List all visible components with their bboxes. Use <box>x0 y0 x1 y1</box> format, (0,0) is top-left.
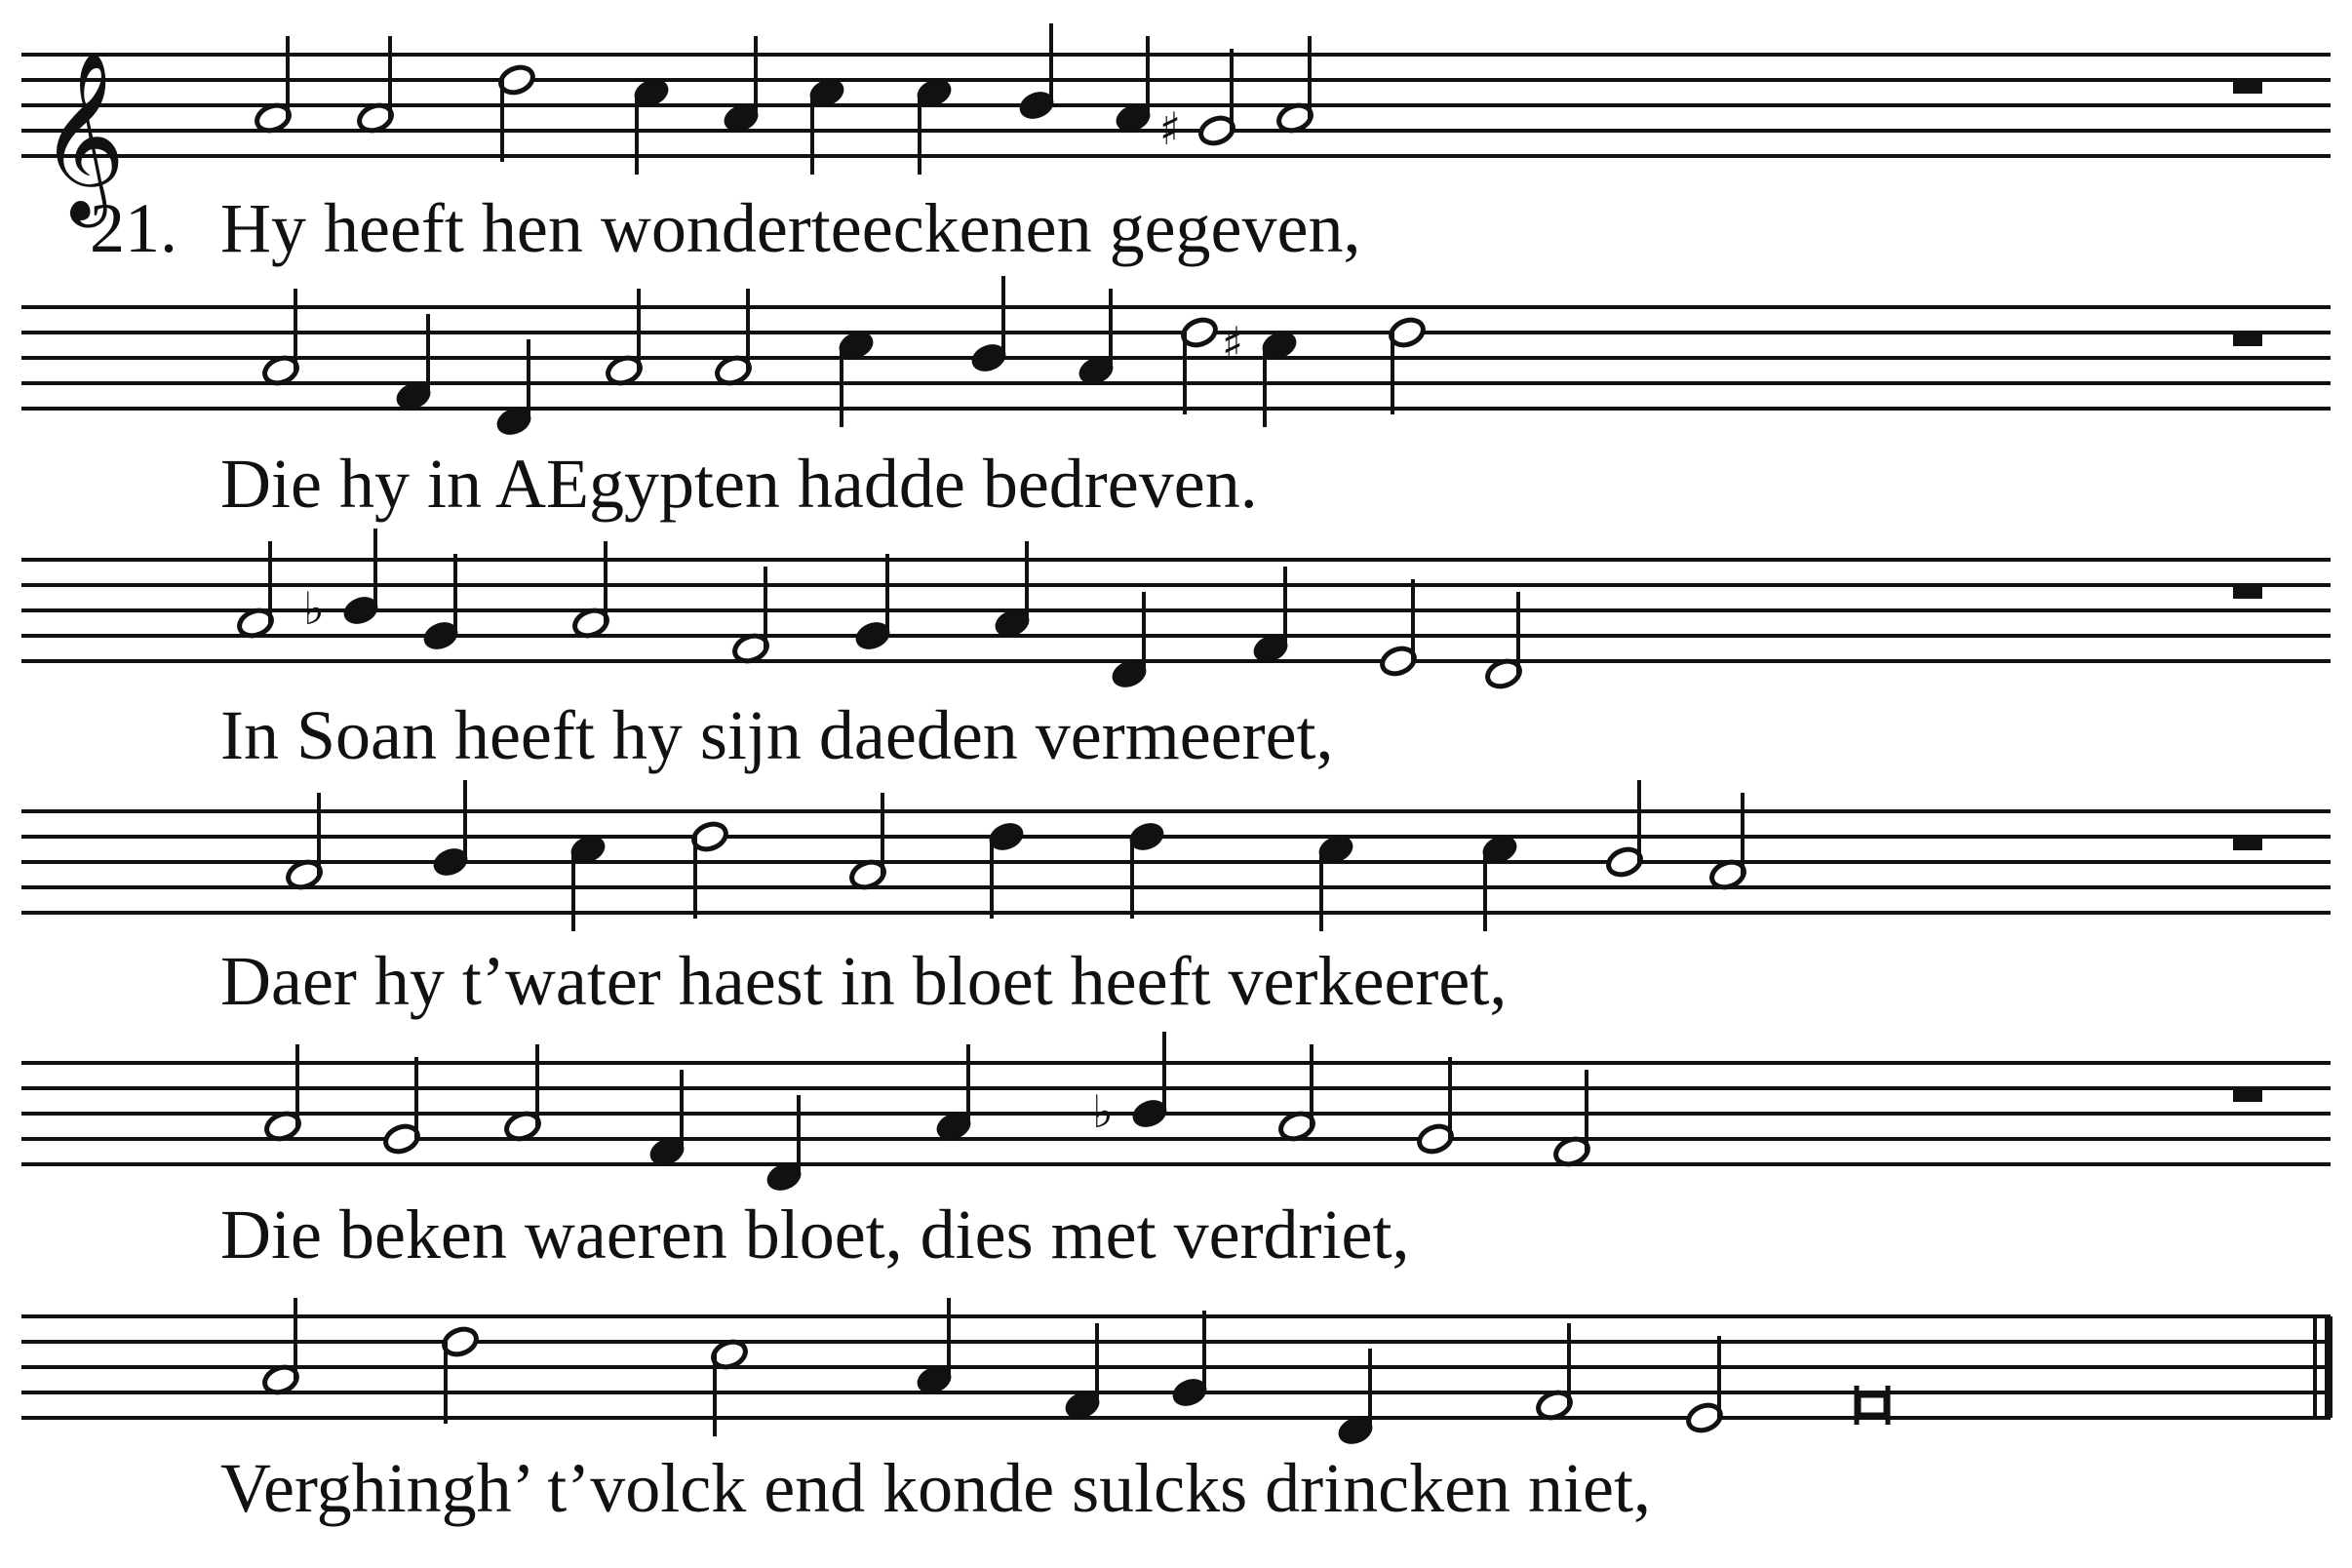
verse-number: 21. <box>90 189 177 267</box>
staff-lines <box>21 811 2331 913</box>
note <box>1480 833 1520 931</box>
half-rest-icon <box>2233 1090 2262 1102</box>
note <box>394 314 434 412</box>
note <box>1379 579 1419 678</box>
note <box>1484 592 1524 690</box>
lyric-line: Verghingh’ t’volck end konde sulcks drincken niet, <box>220 1449 1651 1527</box>
note <box>934 1044 974 1143</box>
staff-system <box>21 1032 2331 1274</box>
half-rest-icon <box>2233 82 2262 94</box>
note <box>261 1298 301 1396</box>
staff-system <box>21 1298 2331 1527</box>
note <box>1685 1336 1725 1434</box>
note <box>568 833 608 931</box>
note <box>690 820 730 919</box>
note <box>764 1095 804 1194</box>
note <box>236 541 276 640</box>
note <box>632 76 672 175</box>
note <box>969 276 1009 374</box>
note <box>710 1338 750 1436</box>
lyric-line: Die beken waeren bloet, dies met verdriet, <box>220 1196 1410 1274</box>
note <box>1092 1032 1169 1138</box>
note <box>722 36 762 135</box>
treble-clef-icon: 𝄞 <box>39 51 126 220</box>
note <box>647 1070 687 1168</box>
note <box>254 36 294 135</box>
note <box>1110 592 1150 690</box>
note <box>431 780 471 879</box>
half-rest-icon <box>2233 334 2262 346</box>
note <box>807 76 847 175</box>
staff-system <box>21 529 2331 774</box>
note <box>1077 289 1117 387</box>
note <box>1416 1057 1456 1156</box>
note <box>1170 1311 1210 1409</box>
note <box>1535 1323 1575 1422</box>
staff-system <box>21 276 2331 523</box>
sharp-icon: ♯ <box>1221 317 1244 370</box>
staff-lines <box>21 307 2331 409</box>
note <box>1251 567 1291 665</box>
note <box>441 1325 481 1424</box>
note <box>853 554 893 652</box>
note <box>993 541 1033 640</box>
staff-system <box>21 23 2331 267</box>
note <box>1336 1349 1376 1447</box>
note <box>1114 36 1154 135</box>
note <box>1605 780 1645 879</box>
note <box>494 339 534 438</box>
lyric-line: Die hy in AEgypten hadde bedreven. <box>220 445 1258 523</box>
note <box>421 554 461 652</box>
lyric-line: Hy heeft hen wonderteeckenen gegeven, <box>220 189 1361 267</box>
note <box>356 36 396 135</box>
note <box>1017 23 1057 122</box>
note <box>1552 1070 1592 1168</box>
half-rest-icon <box>2233 839 2262 850</box>
note <box>263 1044 303 1143</box>
note <box>605 289 645 387</box>
staff-system <box>21 780 2331 1020</box>
note <box>382 1057 422 1156</box>
note <box>1159 49 1236 155</box>
note <box>987 820 1027 919</box>
note <box>731 567 771 665</box>
note <box>1275 36 1315 135</box>
note <box>503 1044 543 1143</box>
note <box>571 541 611 640</box>
note <box>915 76 955 175</box>
flat-icon: ♭ <box>1092 1085 1114 1138</box>
note <box>1277 1044 1317 1143</box>
note <box>1127 820 1167 919</box>
note <box>303 529 380 635</box>
note <box>1388 316 1428 414</box>
sharp-icon: ♯ <box>1158 102 1182 155</box>
note <box>848 793 888 891</box>
staff-lines <box>21 1063 2331 1164</box>
note <box>714 289 754 387</box>
note <box>1316 833 1356 931</box>
note <box>285 793 325 891</box>
flat-icon: ♭ <box>303 582 325 635</box>
note <box>1063 1323 1103 1422</box>
note <box>837 329 877 427</box>
breve-note <box>1859 1395 1886 1415</box>
note <box>915 1298 955 1396</box>
lyric-line: Daer hy t’water haest in bloet heeft verkeeret, <box>220 942 1508 1020</box>
note <box>1708 793 1748 891</box>
note <box>497 63 537 162</box>
lyric-line: In Soan heeft hy sijn daeden vermeeret, <box>220 696 1334 774</box>
note <box>261 289 301 387</box>
note <box>1180 316 1220 414</box>
half-rest-icon <box>2233 587 2262 599</box>
